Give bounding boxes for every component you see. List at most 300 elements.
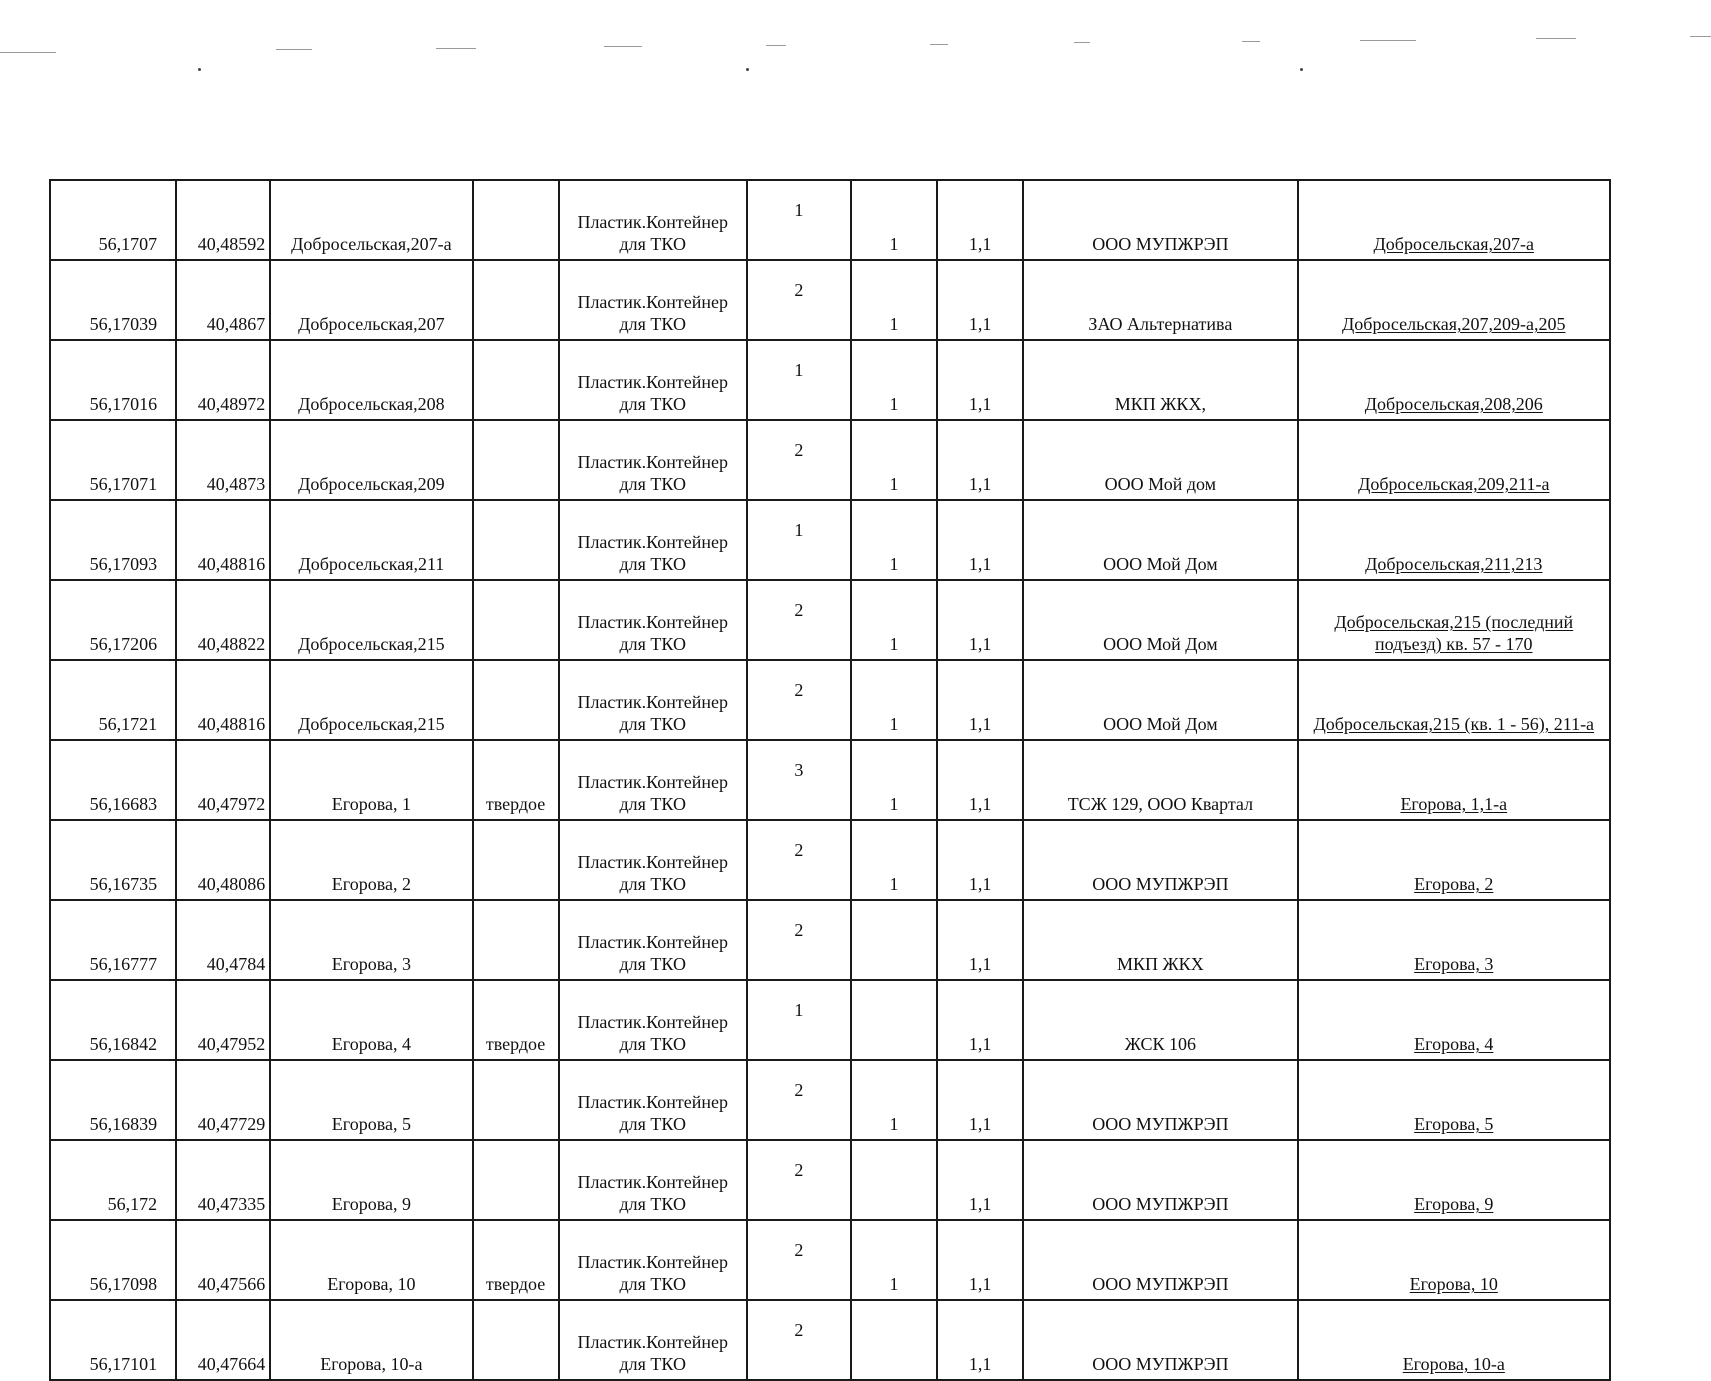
secondary-count-value: 1: [889, 314, 899, 334]
volume-cell: [937, 1220, 1023, 1300]
served-objects-cell: [1298, 740, 1610, 820]
table-row: [50, 1220, 1610, 1300]
table-row: [50, 1140, 1610, 1220]
organization-value: ООО Мой дом: [1104, 474, 1217, 494]
volume-value: 1,1: [968, 714, 992, 734]
organization-cell: [1023, 1140, 1297, 1220]
address-cell: [270, 740, 472, 820]
served-objects-cell: [1298, 180, 1610, 260]
container-type-line-1: Пластик.Контейнер: [577, 212, 729, 232]
table-row: [50, 900, 1610, 980]
scan-artifact-line: [1536, 38, 1576, 39]
organization-cell: [1023, 1220, 1297, 1300]
container-count-cell: [747, 1060, 851, 1140]
container-count-value: 2: [794, 1320, 804, 1340]
table-row: [50, 580, 1610, 660]
served-objects-cell: [1298, 900, 1610, 980]
container-count-cell: [747, 740, 851, 820]
latitude-cell: [50, 980, 176, 1060]
served-objects-value: Егорова, 10: [1409, 1274, 1498, 1294]
container-type-cell: [559, 500, 747, 580]
surface-cell: [473, 1300, 559, 1380]
latitude-value: 56,1707: [98, 234, 158, 254]
scan-artifact-line: [1360, 40, 1416, 41]
address-value: Егорова, 4: [331, 1034, 411, 1054]
served-objects-cell: [1298, 500, 1610, 580]
container-type-line-1: Пластик.Контейнер: [577, 1252, 729, 1272]
document-sheet: [49, 179, 1611, 1374]
organization-cell: [1023, 1300, 1297, 1380]
secondary-count-cell: [851, 1220, 937, 1300]
container-count-cell: [747, 500, 851, 580]
served-objects-cell: [1298, 1140, 1610, 1220]
served-objects-cell: [1298, 980, 1610, 1060]
organization-value: ЗАО Альтернатива: [1088, 314, 1233, 334]
organization-value: МКП ЖКХ: [1117, 954, 1204, 974]
table-row: [50, 980, 1610, 1060]
latitude-cell: [50, 1140, 176, 1220]
longitude-value: 40,47335: [197, 1194, 266, 1214]
container-type-cell: [559, 740, 747, 820]
container-type-line-2: для ТКО: [619, 1114, 686, 1134]
address-cell: [270, 500, 472, 580]
volume-value: 1,1: [968, 1034, 992, 1054]
container-type-line-2: для ТКО: [619, 1034, 686, 1054]
served-objects-cell: [1298, 1220, 1610, 1300]
volume-cell: [937, 1300, 1023, 1380]
table-row: [50, 260, 1610, 340]
volume-value: 1,1: [968, 1194, 992, 1214]
served-objects-value: Егорова, 10-а: [1402, 1354, 1505, 1374]
volume-cell: [937, 980, 1023, 1060]
address-cell: [270, 1220, 472, 1300]
address-value: Егорова, 10: [327, 1274, 416, 1294]
volume-value: 1,1: [968, 554, 992, 574]
organization-cell: [1023, 1060, 1297, 1140]
container-type-line-1: Пластик.Контейнер: [577, 372, 729, 392]
table-body: [50, 180, 1610, 1380]
latitude-cell: [50, 900, 176, 980]
container-count-cell: [747, 1300, 851, 1380]
served-objects-value: Егорова, 2: [1414, 874, 1494, 894]
container-count-cell: [747, 420, 851, 500]
longitude-value: 40,4784: [206, 954, 266, 974]
container-count-cell: [747, 660, 851, 740]
surface-cell: [473, 660, 559, 740]
container-type-line-1: Пластик.Контейнер: [577, 852, 729, 872]
address-value: Егорова, 1: [331, 794, 411, 814]
container-type-cell: [559, 1060, 747, 1140]
container-type-line-2: для ТКО: [619, 234, 686, 254]
address-cell: [270, 1140, 472, 1220]
volume-value: 1,1: [968, 1114, 992, 1134]
latitude-value: 56,17093: [89, 554, 158, 574]
container-type-cell: [559, 900, 747, 980]
surface-cell: [473, 420, 559, 500]
served-objects-cell: [1298, 340, 1610, 420]
secondary-count-cell: [851, 420, 937, 500]
organization-value: ТСЖ 129, ООО Квартал: [1067, 794, 1254, 814]
address-cell: [270, 1300, 472, 1380]
longitude-value: 40,47972: [197, 794, 266, 814]
latitude-value: 56,16777: [89, 954, 158, 974]
served-objects-value: Егорова, 9: [1414, 1194, 1494, 1214]
address-cell: [270, 820, 472, 900]
longitude-cell: [176, 580, 270, 660]
volume-cell: [937, 180, 1023, 260]
latitude-value: 56,1721: [98, 714, 158, 734]
longitude-cell: [176, 420, 270, 500]
served-objects-value: Егорова, 5: [1414, 1114, 1494, 1134]
volume-cell: [937, 660, 1023, 740]
address-value: Добросельская,209: [298, 474, 445, 494]
organization-cell: [1023, 660, 1297, 740]
container-type-cell: [559, 1300, 747, 1380]
served-objects-cell: [1298, 820, 1610, 900]
address-value: Добросельская,215: [298, 634, 445, 654]
served-objects-value: Добросельская,207-а: [1373, 234, 1535, 254]
address-cell: [270, 660, 472, 740]
secondary-count-cell: [851, 660, 937, 740]
latitude-value: 56,16842: [89, 1034, 158, 1054]
longitude-value: 40,48816: [197, 714, 266, 734]
served-objects-value: Добросельская,207,209-а,205: [1342, 314, 1566, 334]
served-objects-cell: [1298, 580, 1610, 660]
secondary-count-value: 1: [889, 1114, 899, 1134]
container-type-line-1: Пластик.Контейнер: [577, 1092, 729, 1112]
secondary-count-value: 1: [889, 1274, 899, 1294]
latitude-value: 56,17098: [89, 1274, 158, 1294]
longitude-cell: [176, 1060, 270, 1140]
served-objects-value: Добросельская,215 (последний подъезд) кв. 57 - 170: [1334, 612, 1574, 654]
longitude-cell: [176, 1300, 270, 1380]
table-row: [50, 180, 1610, 260]
longitude-value: 40,4867: [206, 314, 266, 334]
volume-value: 1,1: [968, 874, 992, 894]
organization-value: ООО МУПЖРЭП: [1092, 1354, 1229, 1374]
volume-value: 1,1: [968, 234, 992, 254]
volume-cell: [937, 340, 1023, 420]
secondary-count-cell: [851, 500, 937, 580]
surface-value: твердое: [485, 1034, 546, 1054]
container-count-cell: [747, 1220, 851, 1300]
organization-cell: [1023, 900, 1297, 980]
organization-cell: [1023, 980, 1297, 1060]
longitude-value: 40,47952: [197, 1034, 266, 1054]
latitude-cell: [50, 1300, 176, 1380]
container-type-line-1: Пластик.Контейнер: [577, 1012, 729, 1032]
address-value: Егорова, 10-а: [320, 1354, 423, 1374]
container-type-cell: [559, 1140, 747, 1220]
address-value: Добросельская,207: [298, 314, 445, 334]
container-type-line-2: для ТКО: [619, 1354, 686, 1374]
latitude-value: 56,16683: [89, 794, 158, 814]
container-count-value: 2: [794, 1240, 804, 1260]
address-value: Добросельская,208: [298, 394, 445, 414]
organization-value: ООО МУПЖРЭП: [1092, 1274, 1229, 1294]
surface-cell: [473, 180, 559, 260]
table-row: [50, 660, 1610, 740]
served-objects-cell: [1298, 260, 1610, 340]
waste-container-sites-table: [49, 179, 1611, 1381]
scan-artifact-line: [436, 48, 476, 49]
container-count-cell: [747, 820, 851, 900]
scan-artifact-line: [930, 44, 948, 45]
organization-cell: [1023, 420, 1297, 500]
table-row: [50, 740, 1610, 820]
address-cell: [270, 340, 472, 420]
container-type-cell: [559, 180, 747, 260]
table-row: [50, 500, 1610, 580]
address-value: Добросельская,207-а: [291, 234, 452, 254]
surface-value: твердое: [485, 794, 546, 814]
container-count-cell: [747, 980, 851, 1060]
organization-cell: [1023, 180, 1297, 260]
container-type-cell: [559, 580, 747, 660]
container-count-value: 2: [794, 440, 804, 460]
served-objects-value: Егорова, 4: [1414, 1034, 1494, 1054]
secondary-count-cell: [851, 980, 937, 1060]
longitude-value: 40,47566: [197, 1274, 266, 1294]
container-type-line-2: для ТКО: [619, 1194, 686, 1214]
latitude-cell: [50, 820, 176, 900]
volume-value: 1,1: [968, 394, 992, 414]
scan-artifact-dot: [746, 68, 749, 71]
address-cell: [270, 1060, 472, 1140]
volume-cell: [937, 420, 1023, 500]
secondary-count-value: 1: [889, 474, 899, 494]
longitude-value: 40,47729: [197, 1114, 266, 1134]
longitude-cell: [176, 1220, 270, 1300]
container-count-value: 2: [794, 280, 804, 300]
container-count-value: 2: [794, 920, 804, 940]
container-count-value: 2: [794, 1160, 804, 1180]
served-objects-value: Егорова, 3: [1414, 954, 1494, 974]
container-type-line-1: Пластик.Контейнер: [577, 612, 729, 632]
latitude-value: 56,17039: [89, 314, 158, 334]
latitude-cell: [50, 340, 176, 420]
surface-cell: [473, 340, 559, 420]
address-value: Егорова, 5: [331, 1114, 411, 1134]
volume-cell: [937, 740, 1023, 820]
latitude-cell: [50, 660, 176, 740]
surface-cell: [473, 1220, 559, 1300]
secondary-count-value: 1: [889, 874, 899, 894]
container-count-cell: [747, 580, 851, 660]
container-type-line-2: для ТКО: [619, 474, 686, 494]
container-type-line-1: Пластик.Контейнер: [577, 1172, 729, 1192]
longitude-cell: [176, 820, 270, 900]
longitude-value: 40,48822: [197, 634, 266, 654]
latitude-value: 56,17016: [89, 394, 158, 414]
longitude-value: 40,48972: [197, 394, 266, 414]
address-cell: [270, 980, 472, 1060]
volume-value: 1,1: [968, 474, 992, 494]
container-type-line-2: для ТКО: [619, 394, 686, 414]
secondary-count-cell: [851, 1140, 937, 1220]
organization-value: ООО МУПЖРЭП: [1092, 1114, 1229, 1134]
served-objects-value: Добросельская,209,211-а: [1358, 474, 1550, 494]
organization-cell: [1023, 740, 1297, 820]
longitude-cell: [176, 500, 270, 580]
secondary-count-cell: [851, 180, 937, 260]
container-count-cell: [747, 1140, 851, 1220]
container-type-line-2: для ТКО: [619, 874, 686, 894]
volume-cell: [937, 580, 1023, 660]
container-count-cell: [747, 260, 851, 340]
surface-cell: [473, 580, 559, 660]
secondary-count-value: 1: [889, 634, 899, 654]
organization-cell: [1023, 340, 1297, 420]
container-type-line-1: Пластик.Контейнер: [577, 452, 729, 472]
served-objects-value: Добросельская,208,206: [1364, 394, 1543, 414]
container-type-line-2: для ТКО: [619, 554, 686, 574]
secondary-count-cell: [851, 820, 937, 900]
scan-artifact-dot: [1300, 68, 1303, 71]
address-cell: [270, 420, 472, 500]
longitude-cell: [176, 340, 270, 420]
surface-cell: [473, 500, 559, 580]
container-type-line-2: для ТКО: [619, 794, 686, 814]
container-type-cell: [559, 260, 747, 340]
volume-value: 1,1: [968, 1354, 992, 1374]
latitude-value: 56,172: [107, 1194, 158, 1214]
container-count-value: 1: [794, 1000, 804, 1020]
scan-header-artifacts: [0, 0, 1711, 120]
scan-artifact-line: [0, 52, 56, 53]
latitude-value: 56,17206: [89, 634, 158, 654]
organization-value: ООО Мой Дом: [1103, 554, 1218, 574]
surface-cell: [473, 820, 559, 900]
organization-cell: [1023, 820, 1297, 900]
volume-value: 1,1: [968, 634, 992, 654]
latitude-cell: [50, 500, 176, 580]
served-objects-cell: [1298, 420, 1610, 500]
served-objects-cell: [1298, 660, 1610, 740]
volume-value: 1,1: [968, 794, 992, 814]
surface-cell: [473, 980, 559, 1060]
latitude-value: 56,17071: [89, 474, 158, 494]
scan-artifact-line: [1690, 36, 1711, 37]
longitude-value: 40,48592: [197, 234, 266, 254]
volume-value: 1,1: [968, 1274, 992, 1294]
longitude-value: 40,47664: [197, 1354, 266, 1374]
container-count-value: 2: [794, 680, 804, 700]
address-cell: [270, 180, 472, 260]
latitude-cell: [50, 1220, 176, 1300]
container-type-line-2: для ТКО: [619, 634, 686, 654]
volume-cell: [937, 500, 1023, 580]
container-count-cell: [747, 180, 851, 260]
table-row: [50, 820, 1610, 900]
served-objects-value: Добросельская,211,213: [1365, 554, 1543, 574]
longitude-cell: [176, 180, 270, 260]
latitude-cell: [50, 580, 176, 660]
surface-cell: [473, 740, 559, 820]
volume-cell: [937, 260, 1023, 340]
scan-artifact-dot: [198, 68, 201, 71]
secondary-count-value: 1: [889, 714, 899, 734]
secondary-count-cell: [851, 1300, 937, 1380]
address-value: Егорова, 9: [331, 1194, 411, 1214]
organization-value: ООО Мой Дом: [1103, 714, 1218, 734]
organization-value: ООО МУПЖРЭП: [1092, 874, 1229, 894]
latitude-cell: [50, 740, 176, 820]
volume-cell: [937, 820, 1023, 900]
latitude-value: 56,16735: [89, 874, 158, 894]
container-count-cell: [747, 900, 851, 980]
secondary-count-value: 1: [889, 394, 899, 414]
longitude-value: 40,48816: [197, 554, 266, 574]
longitude-value: 40,4873: [206, 474, 266, 494]
secondary-count-cell: [851, 580, 937, 660]
surface-cell: [473, 1140, 559, 1220]
container-type-cell: [559, 420, 747, 500]
organization-value: ООО Мой Дом: [1103, 634, 1218, 654]
secondary-count-cell: [851, 1060, 937, 1140]
container-count-value: 2: [794, 600, 804, 620]
scan-artifact-line: [1242, 41, 1260, 42]
organization-cell: [1023, 260, 1297, 340]
container-type-cell: [559, 820, 747, 900]
surface-cell: [473, 260, 559, 340]
volume-value: 1,1: [968, 954, 992, 974]
surface-cell: [473, 1060, 559, 1140]
organization-value: ООО МУПЖРЭП: [1092, 1194, 1229, 1214]
latitude-cell: [50, 1060, 176, 1140]
container-type-line-1: Пластик.Контейнер: [577, 292, 729, 312]
container-count-value: 1: [794, 520, 804, 540]
container-type-cell: [559, 660, 747, 740]
address-value: Добросельская,215: [298, 714, 445, 734]
container-type-cell: [559, 980, 747, 1060]
container-type-line-2: для ТКО: [619, 714, 686, 734]
table-row: [50, 340, 1610, 420]
volume-value: 1,1: [968, 314, 992, 334]
container-type-line-1: Пластик.Контейнер: [577, 1332, 729, 1352]
longitude-cell: [176, 260, 270, 340]
scan-artifact-line: [604, 46, 642, 47]
latitude-cell: [50, 420, 176, 500]
secondary-count-value: 1: [889, 554, 899, 574]
served-objects-cell: [1298, 1300, 1610, 1380]
volume-cell: [937, 1140, 1023, 1220]
table-row: [50, 420, 1610, 500]
address-value: Егорова, 2: [331, 874, 411, 894]
scan-artifact-line: [766, 45, 786, 46]
address-value: Добросельская,211: [298, 554, 445, 574]
table-row: [50, 1060, 1610, 1140]
address-value: Егорова, 3: [331, 954, 411, 974]
surface-value: твердое: [485, 1274, 546, 1294]
organization-value: МКП ЖКХ,: [1114, 394, 1206, 414]
secondary-count-cell: [851, 260, 937, 340]
container-count-cell: [747, 340, 851, 420]
table-row: [50, 1300, 1610, 1380]
served-objects-cell: [1298, 1060, 1610, 1140]
address-cell: [270, 260, 472, 340]
surface-cell: [473, 900, 559, 980]
secondary-count-cell: [851, 740, 937, 820]
container-type-cell: [559, 1220, 747, 1300]
container-type-cell: [559, 340, 747, 420]
volume-cell: [937, 900, 1023, 980]
longitude-cell: [176, 740, 270, 820]
container-type-line-1: Пластик.Контейнер: [577, 772, 729, 792]
longitude-cell: [176, 1140, 270, 1220]
container-type-line-2: для ТКО: [619, 314, 686, 334]
address-cell: [270, 580, 472, 660]
